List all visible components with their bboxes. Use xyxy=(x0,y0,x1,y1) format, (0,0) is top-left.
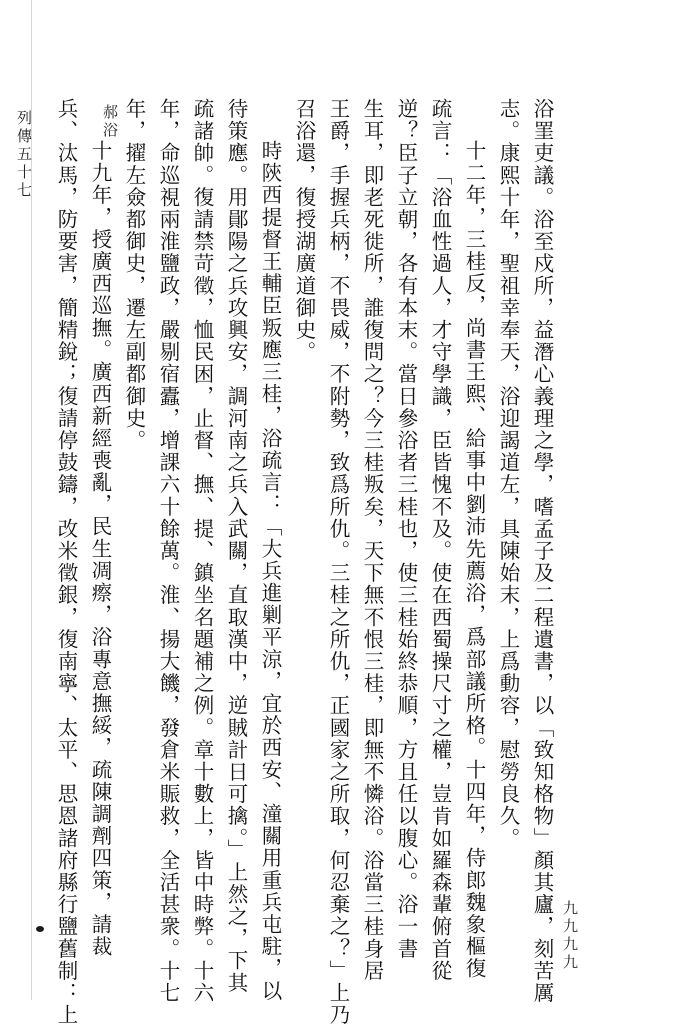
text-column-2: 志。康熙十年，聖祖幸奉天，浴迎謁道左，具陳始末，上爲動容，慰勞良久。 xyxy=(496,98,520,850)
text-column-11: 疏諸帥。復請禁苛徵，恤民困，止督、撫、提、鎮坐名題補之例。章十數上，皆中時弊。十六 xyxy=(190,98,214,1005)
chapter-header: 列傳五十七 xyxy=(15,110,33,200)
text-column-3: 十二年，三桂反，尚書王熙、給事中劉沛先薦浴，爲部議所格。十四年，侍郎魏象樞復 xyxy=(462,140,486,980)
text-column-4: 疏言：「浴血性過人，才守學識，臣皆愧不及。使在西蜀操尺寸之權，豈肯如羅森輩俯首從 xyxy=(428,98,452,982)
ink-blot-mark xyxy=(36,926,44,932)
text-column-10: 待策應。用鄖陽之兵攻興安，調河南之兵入武關，直取漢中，逆賊計日可擒。」上然之，下其 xyxy=(224,98,248,994)
text-column-15: 兵、汰馬，防要害，簡精銳；復請停鼓鑄，改米徵銀，復南寧、太平、思恩諸府縣行鹽舊制：上 xyxy=(54,98,78,1026)
text-column-7: 王爵，手握兵柄，不畏威，不附勢，致爲所仇。三桂之所仇，正國家之所取，何忍棄之？」上乃 xyxy=(326,98,350,1026)
text-column-14: 十九年，授廣西巡撫。廣西新經喪亂，民生凋瘵，浴專意撫綏，疏陳調劑四策，請裁 xyxy=(88,140,112,958)
text-column-13: 年，擢左僉都御史，遷左副都御史。 xyxy=(122,98,146,452)
biography-name: 郝浴 xyxy=(101,104,119,140)
text-column-12: 年，命巡視兩淮鹽政，嚴剔宿蠹，增課六十餘萬。淮、揚大饑，發倉米賑救，全活甚衆。十七 xyxy=(156,98,180,1005)
text-column-6: 生耳，即老死徙所，誰復問之？今三桂叛矣，天下無不恨三桂，即無不憐浴。浴當三桂身居 xyxy=(360,98,384,982)
text-column-8: 召浴還，復授湖廣道御史。 xyxy=(292,98,316,364)
text-column-5: 逆？臣子立朝，各有本末。當日參浴者三桂也，使三桂始終恭順，方且任以腹心。浴一書 xyxy=(394,98,418,960)
text-column-9: 時陝西提督王輔臣叛應三桂，浴疏言：「大兵進剿平涼，宜於西安、潼關用重兵屯駐，以 xyxy=(258,140,282,1002)
text-column-1: 浴罣吏議。浴至戍所，益潛心義理之學，嗜孟子及二程遺書，以「致知格物」顏其廬，刻苦厲 xyxy=(530,98,554,1005)
page-number: 九九九九 xyxy=(561,900,579,972)
